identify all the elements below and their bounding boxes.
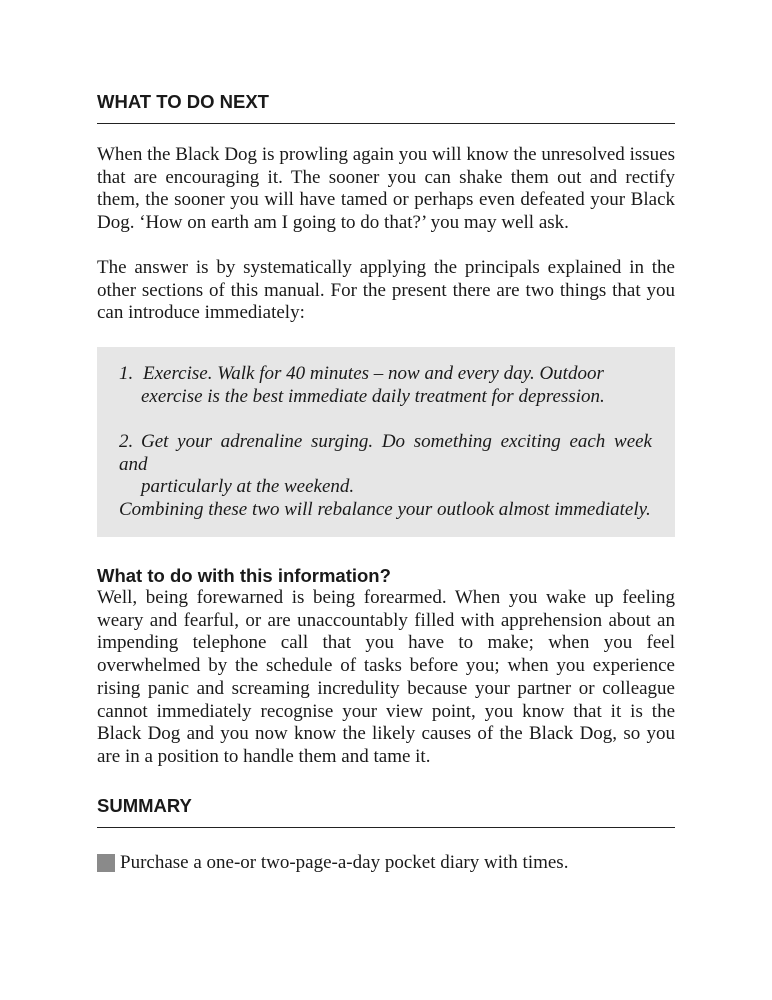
list-item-text-line: Exercise. Walk for 40 minutes – now and every day. Outdoor — [143, 363, 604, 384]
highlight-box — [97, 347, 675, 537]
paragraph-forewarned: Well, being forewarned is being forearmed. When you wake up feeling weary and fearful, or are unaccountably filled with apprehension about an impending telephone call that you have to make; when you feel overwhelmed by the schedule of tasks before you; when you experience rising panic and screaming incredulity because your partner or colleague cannot immediately recognise your view point, you know that it is the Black Dog and you now know the likely causes of the Black Dog, so you are in a position to handle them and tame it. — [97, 587, 675, 767]
paragraph-answer: The answer is by systematically applying the principals explained in the other sections of this manual. For the present there are two things that you can introduce immediately: — [97, 257, 675, 324]
square-bullet-icon — [97, 854, 115, 872]
box-closing-statement: Combining these two will rebalance your outlook almost immediately. — [119, 499, 651, 520]
section-heading-what-to-do-with-info: What to do with this information? — [97, 565, 391, 586]
paragraph-black-dog-prowling: When the Black Dog is prowling again you will know the unresolved issues that are encouraging it. The sooner you can shake them out and rectify them, the sooner you will have tamed or perhaps even defeated your Black Dog. ‘How on earth am I going to do that?’ you may well ask. — [97, 144, 675, 234]
list-item-adrenaline — [119, 431, 652, 499]
heading-rule — [97, 123, 675, 124]
list-item-text-line: Get your adrenaline surging. Do something exciting each week and — [119, 431, 652, 475]
summary-bullet-text: Purchase a one-or two-page-a-day pocket diary with times. — [120, 852, 569, 873]
list-item-exercise — [119, 363, 652, 408]
summary-rule — [97, 827, 675, 828]
list-item-number: 2. — [119, 431, 134, 452]
summary-bullet-item — [97, 852, 568, 875]
section-heading-summary: SUMMARY — [97, 795, 192, 816]
list-item-number: 1. — [119, 363, 134, 384]
list-item-text-continuation: particularly at the weekend. — [141, 476, 355, 498]
section-heading-what-to-do-next: WHAT TO DO NEXT — [97, 91, 269, 112]
list-item-text-continuation: exercise is the best immediate daily treatment for depression. — [141, 385, 605, 407]
